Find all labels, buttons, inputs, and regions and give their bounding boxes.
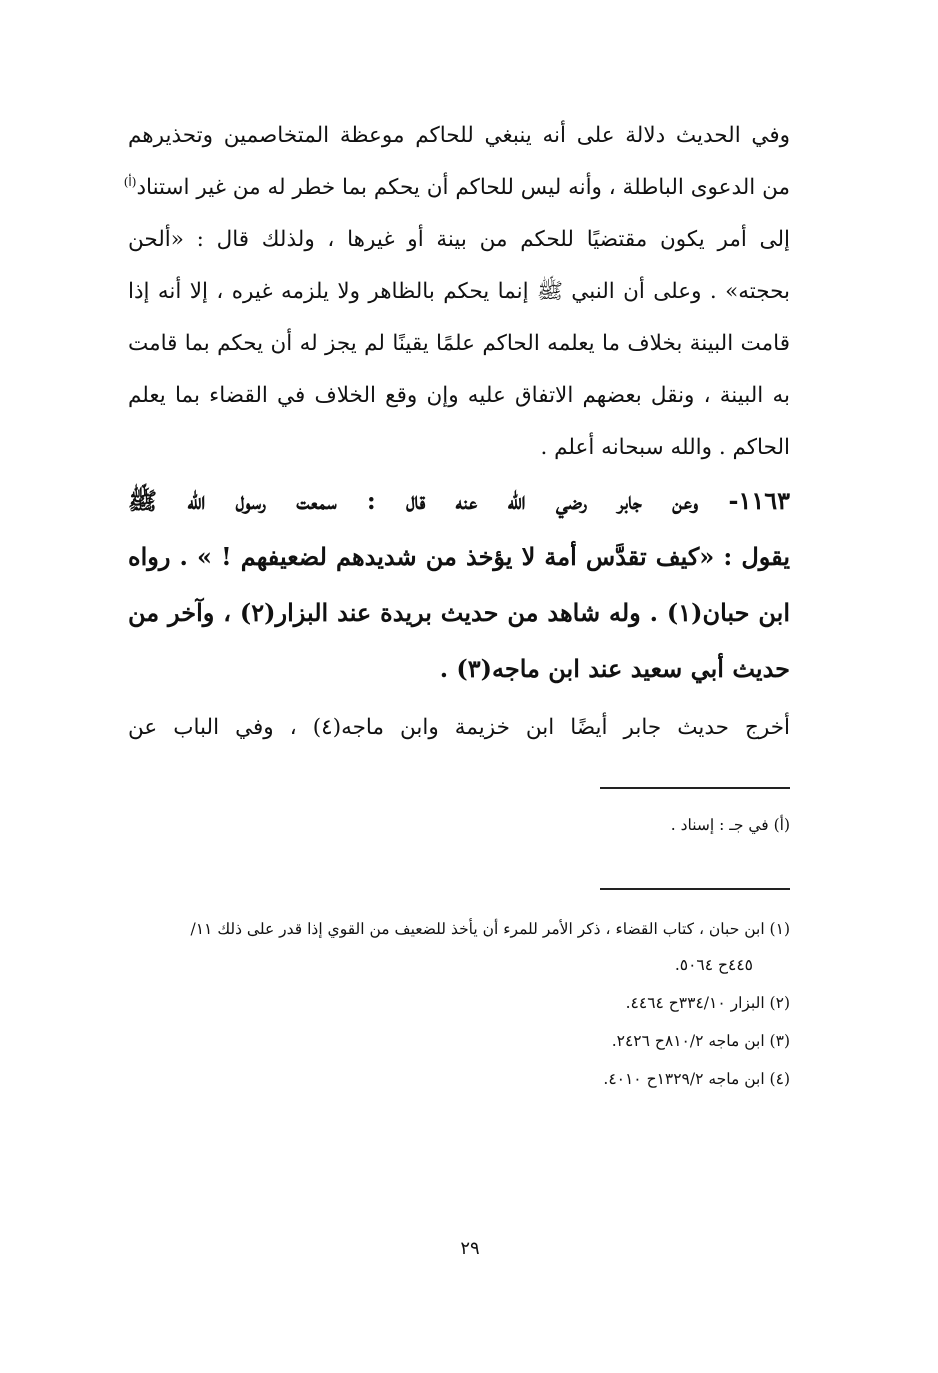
- footnote-2: (٢) البزار ٣٣٤/١٠ح ٤٤٦٤.: [625, 994, 790, 1012]
- commentary-line: من الدعوى الباطلة ، وأنه ليس للحاكم أن يحكم بما خطر له من غير استناد$^{(أ)}$: [123, 174, 790, 200]
- page-number: ٢٩: [460, 1238, 480, 1259]
- variant-separator: [600, 787, 790, 789]
- variant-note: (أ) في جـ : إسناد .: [670, 816, 790, 834]
- footnote-separator: [600, 888, 790, 890]
- hadith-line: ابن حبان(١) . وله شاهد من حديث بريدة عند البزار(٢) ، وآخر من: [128, 598, 790, 627]
- hadith-line: يقول : «كيف تقدَّس أمة لا يؤخذ من شديدهم لضعيفهم ! » . رواه: [128, 542, 790, 571]
- variant-marker: (أ): [123, 174, 137, 189]
- hadith-paragraph: [128, 473, 790, 697]
- commentary-line: به البينة ، ونقل بعضهم الاتفاق عليه وإن وقع الخلاف في القضاء بما يعلم: [128, 383, 790, 408]
- commentary-line: وفي الحديث دلالة على أنه ينبغي للحاكم موعظة المتخاصمين وتحذيرهم: [128, 123, 790, 148]
- footnote-1-continuation: ٤٤٥ح ٥٠٦٤.: [674, 956, 753, 974]
- commentary-line: قامت البينة بخلاف ما يعلمه الحاكم علمًا يقينًا لم يجز له أن يحكم بما قامت: [128, 331, 790, 356]
- footnote-1: (١) ابن حبان ، كتاب القضاء ، ذكر الأمر للمرء أن يأخذ للضعيف من القوي إذا قدر على ذلك ١١/: [190, 920, 790, 938]
- continuation-paragraph: [128, 700, 790, 756]
- commentary-line: إلى أمر يكون مقتضيًا للحكم من بينة أو غيرها ، ولذلك قال : «ألحن: [128, 227, 790, 252]
- footnote-4: (٤) ابن ماجه ١٣٢٩/٢ح ٤٠١٠.: [603, 1070, 790, 1088]
- footnote-3: (٣) ابن ماجه ٨١٠/٢ح ٢٤٢٦.: [611, 1032, 790, 1050]
- continuation-line: أخرج حديث جابر أيضًا ابن خزيمة وابن ماجه(٤) ، وفي الباب عن: [128, 715, 790, 740]
- commentary-line: بحجته» . وعلى أن النبي ﷺ إنما يحكم بالظاهر ولا يلزمه غيره ، إلا أنه إذا: [128, 279, 790, 304]
- hadith-line: ١١٦٣- وعن جابر رضي الله عنه قال : سمعت رسول الله ﷺ: [128, 486, 790, 515]
- commentary-line: الحاكم . والله سبحانه أعلم .: [540, 435, 790, 460]
- hadith-line: حديث أبي سعيد عند ابن ماجه(٣) .: [439, 654, 790, 683]
- commentary-paragraph: [123, 110, 790, 474]
